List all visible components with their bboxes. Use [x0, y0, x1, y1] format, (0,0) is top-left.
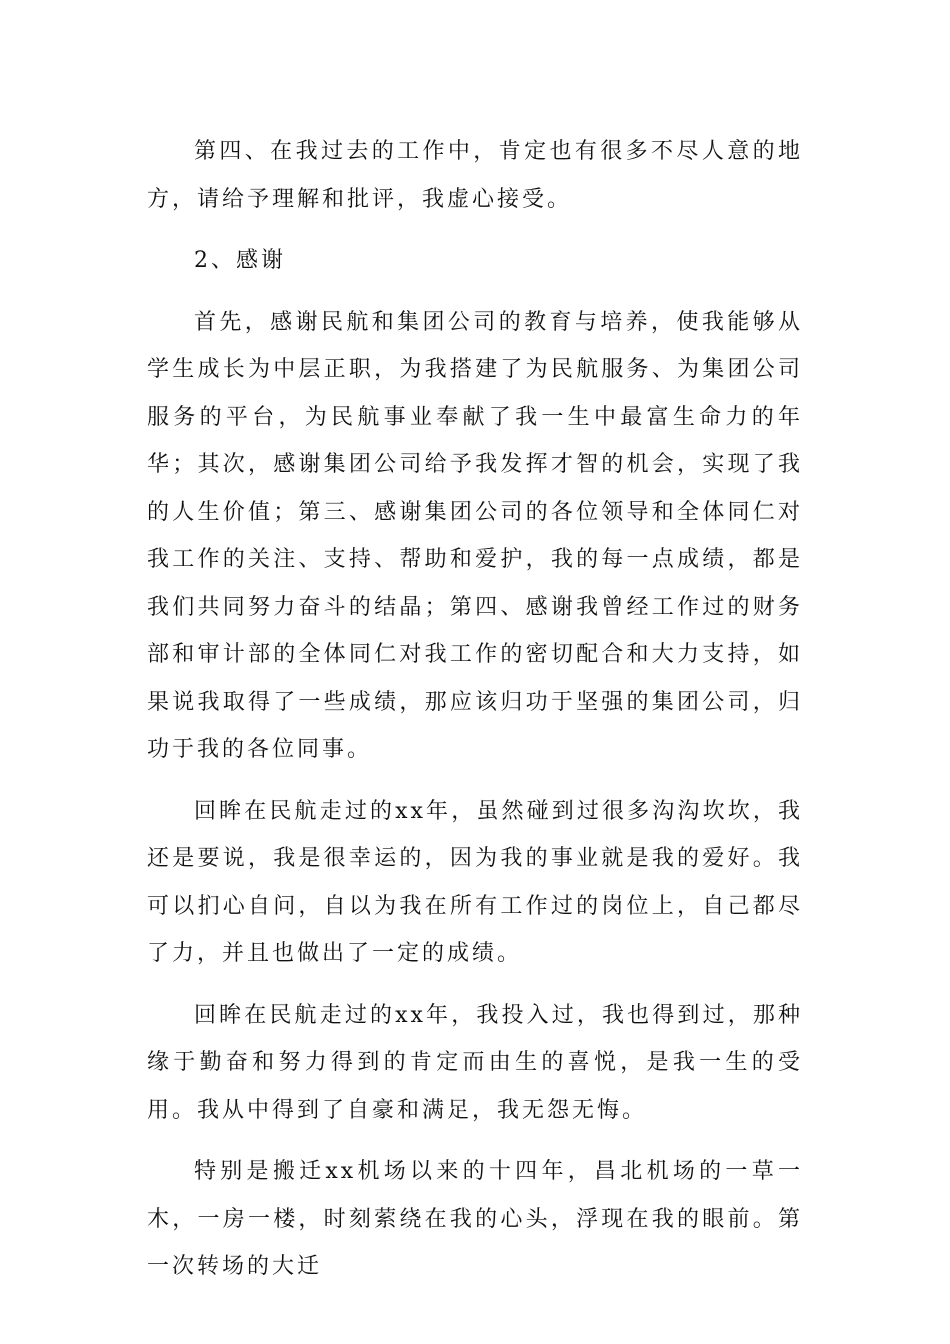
paragraph-airport-memories: 特别是搬迁xx机场以来的十四年，昌北机场的一草一木，一房一楼，时刻萦绕在我的心头，浮现在我的眼前。第一次转场的大迁 — [147, 1159, 803, 1279]
paragraph-thanks: 首先，感谢民航和集团公司的教育与培养，使我能够从学生成长为中层正职，为我搭建了为民航服务、为集团公司服务的平台，为民航事业奉献了我一生中最富生命力的年华；其次，感谢集团公司给予我发挥才智的机会，实现了我的人生价值；第三、感谢集团公司的各位领导和全体同仁对我工作的关注、支持、帮助和爱护，我的每一点成绩，都是我们共同努力奋斗的结晶；第四、感谢我曾经工作过的财务部和审计部的全体同仁对我工作的密切配合和大力支持，如果说我取得了一些成绩，那应该归功于坚强的集团公司，归功于我的各位同事。 — [147, 309, 803, 762]
section-heading-thanks: 2、感谢 — [194, 248, 286, 273]
document-body — [147, 128, 803, 1305]
paragraph-apology: 第四、在我过去的工作中，肯定也有很多不尽人意的地方，请给予理解和批评，我虚心接受。 — [147, 139, 803, 212]
paragraph-reflection-1: 回眸在民航走过的xx年，虽然碰到过很多沟沟坎坎，我还是要说，我是很幸运的，因为我的事业就是我的爱好。我可以扪心自问，自以为我在所有工作过的岗位上，自己都尽了力，并且也做出了一定的成绩。 — [147, 798, 803, 966]
paragraph-reflection-2: 回眸在民航走过的xx年，我投入过，我也得到过，那种缘于勤奋和努力得到的肯定而由生的喜悦，是我一生的受用。我从中得到了自豪和满足，我无怨无悔。 — [147, 1002, 803, 1123]
